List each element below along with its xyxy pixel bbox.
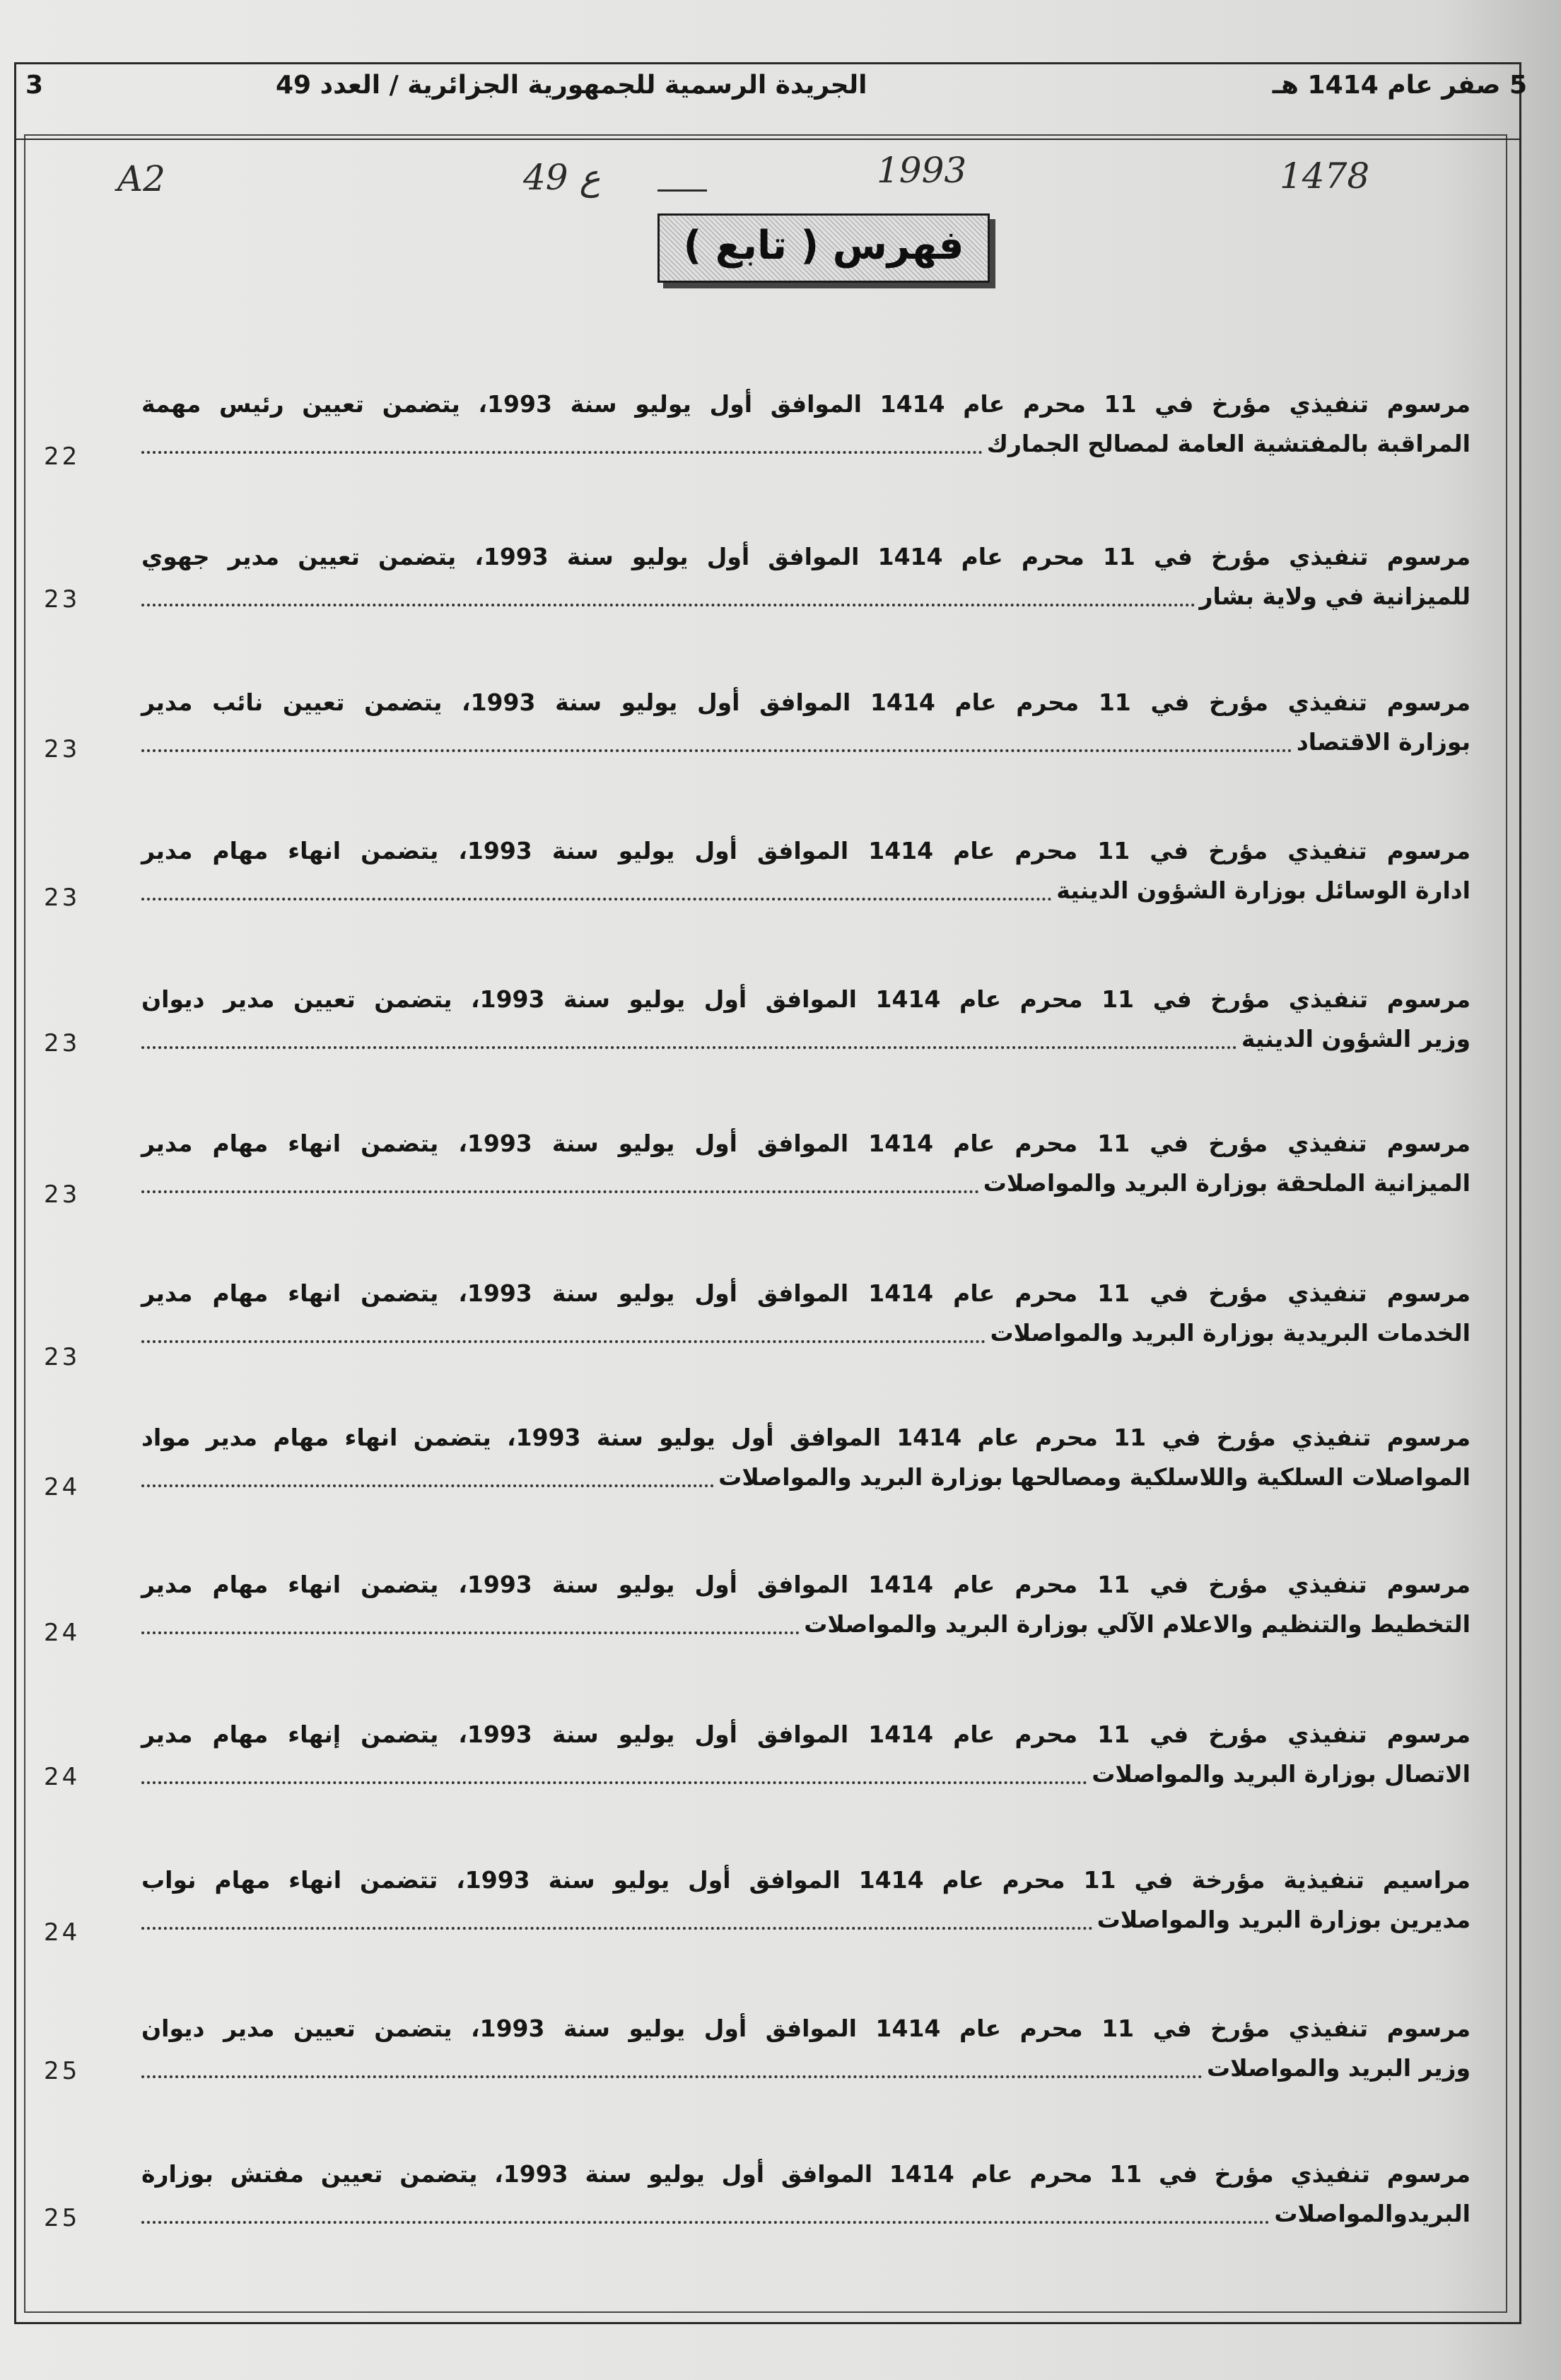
entry-subject: للميزانية في ولاية بشار <box>1199 582 1471 610</box>
entry-subject: المواصلات السلكية واللاسلكية ومصالحها بوزارة البريد والمواصلات <box>718 1463 1471 1491</box>
toc-entry <box>141 387 1471 461</box>
dot-leader <box>141 1340 986 1343</box>
toc-entry <box>141 834 1471 908</box>
toc-entry <box>141 2157 1471 2231</box>
entry-line-1: مرسوم تنفيذي مؤرخ في 11 محرم عام 1414 الموافق أول يوليو سنة 1993، يتضمن انهاء مهام مدير مواد <box>141 1424 1471 1451</box>
entry-line-1: مرسوم تنفيذي مؤرخ في 11 محرم عام 1414 الموافق أول يوليو سنة 1993، يتضمن تعيين نائب مدير <box>141 688 1471 716</box>
dot-leader <box>141 1927 1093 1930</box>
toc-entry <box>141 686 1471 759</box>
entry-line-2 <box>141 1903 1471 1937</box>
entry-subject: ادارة الوسائل بوزارة الشؤون الدينية <box>1056 877 1471 904</box>
entry-line-2 <box>141 580 1471 614</box>
dot-leader <box>141 1631 800 1634</box>
header-divider <box>14 139 1521 140</box>
entry-line-1: مرسوم تنفيذي مؤرخ في 11 محرم عام 1414 الموافق أول يوليو سنة 1993، يتضمن انهاء مهام مدير <box>141 1279 1471 1307</box>
header-date: 5 صفر عام 1414 هـ <box>1272 71 1527 100</box>
toc-entry <box>141 1718 1471 1791</box>
entry-line-2 <box>141 1460 1471 1494</box>
entry-page-number: 24 <box>44 1473 81 1501</box>
entry-line-2 <box>141 874 1471 908</box>
toc-entry <box>141 2012 1471 2085</box>
entry-line-2 <box>141 2197 1471 2231</box>
toc-entry <box>141 1277 1471 1350</box>
entry-subject: البريدوالمواصلات <box>1274 2200 1471 2227</box>
dot-leader <box>141 749 1292 752</box>
entry-line-1: مرسوم تنفيذي مؤرخ في 11 محرم عام 1414 الموافق أول يوليو سنة 1993، يتضمن تعيين مدير ديوان <box>141 985 1471 1013</box>
entry-subject: الخدمات البريدية بوزارة البريد والمواصلات <box>990 1319 1471 1347</box>
header-page-number: 3 <box>25 71 44 100</box>
entry-line-1: مرسوم تنفيذي مؤرخ في 11 محرم عام 1414 الموافق أول يوليو سنة 1993، يتضمن تعيين رئيس مهمة <box>141 390 1471 418</box>
entry-subject: وزير البريد والمواصلات <box>1206 2054 1471 2082</box>
entry-line-2 <box>141 1757 1471 1791</box>
entry-subject: الميزانية الملحقة بوزارة البريد والمواصلات <box>983 1169 1471 1197</box>
entry-subject: الاتصال بوزارة البريد والمواصلات <box>1092 1760 1471 1788</box>
entry-line-1: مرسوم تنفيذي مؤرخ في 11 محرم عام 1414 الموافق أول يوليو سنة 1993، يتضمن إنهاء مهام مدير <box>141 1720 1471 1748</box>
handwritten-note-2: ع 49 <box>523 157 601 198</box>
entry-line-2 <box>141 725 1471 759</box>
toc-title-box <box>657 213 990 283</box>
entry-page-number: 23 <box>44 735 81 763</box>
entry-line-2 <box>141 1166 1471 1200</box>
entry-line-1: مرسوم تنفيذي مؤرخ في 11 محرم عام 1414 الموافق أول يوليو سنة 1993، يتضمن تعيين مدير جهوي <box>141 543 1471 570</box>
entry-line-1: مرسوم تنفيذي مؤرخ في 11 محرم عام 1414 الموافق أول يوليو سنة 1993، يتضمن انهاء مهام مدير <box>141 1130 1471 1157</box>
entry-page-number: 23 <box>44 1180 81 1209</box>
entry-page-number: 24 <box>44 1619 81 1647</box>
dot-leader <box>141 1484 714 1487</box>
entry-subject: بوزارة الاقتصاد <box>1296 728 1471 756</box>
dot-leader <box>141 604 1195 606</box>
entry-line-1: مرسوم تنفيذي مؤرخ في 11 محرم عام 1414 الموافق أول يوليو سنة 1993، يتضمن تعيين مفتش بوزارة <box>141 2160 1471 2188</box>
dot-leader <box>141 898 1052 901</box>
entry-line-2 <box>141 1316 1471 1350</box>
dot-leader <box>141 2075 1203 2078</box>
entry-line-2 <box>141 2051 1471 2085</box>
toc-entry <box>141 1421 1471 1494</box>
toc-title: فهرس ( تابع ) <box>683 223 964 269</box>
entry-line-2 <box>141 1022 1471 1056</box>
entry-page-number: 24 <box>44 1918 81 1947</box>
content-border <box>24 134 1507 2313</box>
entry-line-1: مراسيم تنفيذية مؤرخة في 11 محرم عام 1414 الموافق أول يوليو سنة 1993، تتضمن انهاء مهام نواب <box>141 1866 1471 1894</box>
toc-entry <box>141 1127 1471 1200</box>
entry-subject: وزير الشؤون الدينية <box>1241 1025 1471 1053</box>
entry-subject: التخطيط والتنظيم والاعلام الآلي بوزارة البريد والمواصلات <box>804 1610 1471 1638</box>
entry-page-number: 23 <box>44 1343 81 1371</box>
entry-page-number: 25 <box>44 2204 81 2232</box>
toc-entry <box>141 1568 1471 1641</box>
dot-leader <box>141 2221 1270 2224</box>
entry-line-1: مرسوم تنفيذي مؤرخ في 11 محرم عام 1414 الموافق أول يوليو سنة 1993، يتضمن تعيين مدير ديوان <box>141 2015 1471 2042</box>
toc-entry <box>141 540 1471 614</box>
entry-page-number: 23 <box>44 884 81 912</box>
toc-entry <box>141 983 1471 1056</box>
header-title: الجريدة الرسمية للجمهورية الجزائرية / العدد 49 <box>276 71 867 100</box>
entry-page-number: 23 <box>44 585 81 614</box>
entry-line-2 <box>141 427 1471 461</box>
handwritten-note-4: 1478 <box>1280 156 1370 197</box>
entry-line-1: مرسوم تنفيذي مؤرخ في 11 محرم عام 1414 الموافق أول يوليو سنة 1993، يتضمن انهاء مهام مدير <box>141 1571 1471 1598</box>
entry-page-number: 25 <box>44 2057 81 2085</box>
entry-page-number: 24 <box>44 1763 81 1791</box>
handwritten-note-3: 1993 <box>877 150 967 191</box>
handwritten-note-1: A2 <box>117 158 165 199</box>
toc-entry <box>141 1863 1471 1937</box>
entry-page-number: 22 <box>44 442 81 471</box>
handwritten-underline <box>657 189 707 192</box>
dot-leader <box>141 451 983 454</box>
dot-leader <box>141 1781 1087 1784</box>
entry-line-2 <box>141 1607 1471 1641</box>
dot-leader <box>141 1046 1237 1049</box>
entry-line-1: مرسوم تنفيذي مؤرخ في 11 محرم عام 1414 الموافق أول يوليو سنة 1993، يتضمن انهاء مهام مدير <box>141 837 1471 864</box>
entry-subject: المراقبة بالمفتشية العامة لمصالح الجمارك <box>986 430 1471 457</box>
dot-leader <box>141 1190 979 1193</box>
entry-subject: مديرين بوزارة البريد والمواصلات <box>1097 1906 1471 1933</box>
entry-page-number: 23 <box>44 1029 81 1057</box>
